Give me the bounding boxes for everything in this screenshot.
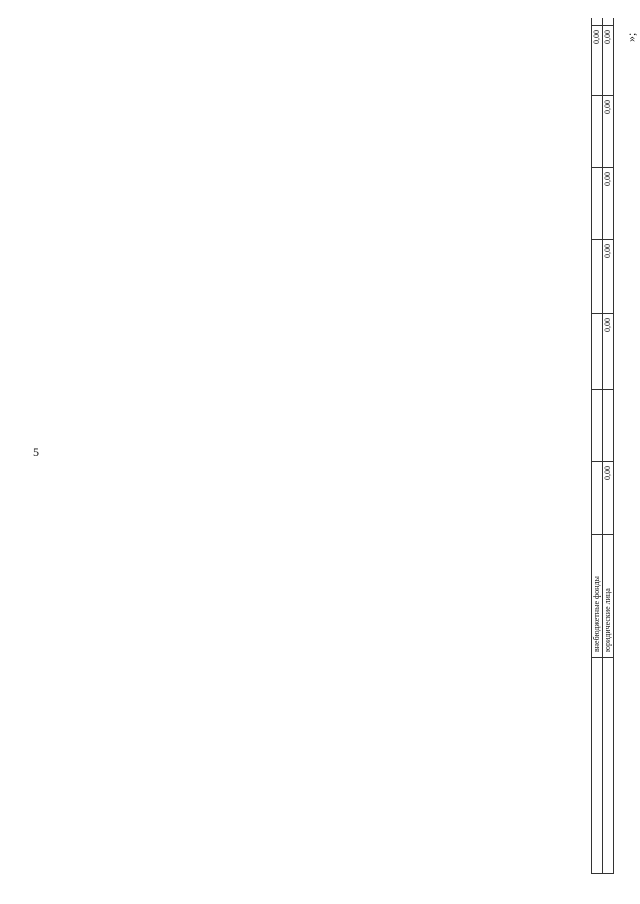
source-label: внебюджетные фонды xyxy=(592,576,601,652)
source-label: юридические лица xyxy=(603,588,612,652)
page-number: 5 xyxy=(33,445,39,459)
closing-quote: »; xyxy=(624,32,638,42)
table-row xyxy=(591,18,602,874)
continued-table-fragment xyxy=(588,18,620,874)
rotated-page-content xyxy=(588,18,640,874)
value-cell: 0,00 xyxy=(603,30,612,44)
value-cell: 0,00 xyxy=(603,172,612,186)
value-cell: 0,00 xyxy=(603,318,612,332)
value-cell: 0,00 xyxy=(592,30,601,44)
value-cell: 0,00 xyxy=(603,100,612,114)
table-row xyxy=(602,18,613,874)
value-cell: 0,00 xyxy=(603,466,612,480)
value-cell: 0,00 xyxy=(603,244,612,258)
